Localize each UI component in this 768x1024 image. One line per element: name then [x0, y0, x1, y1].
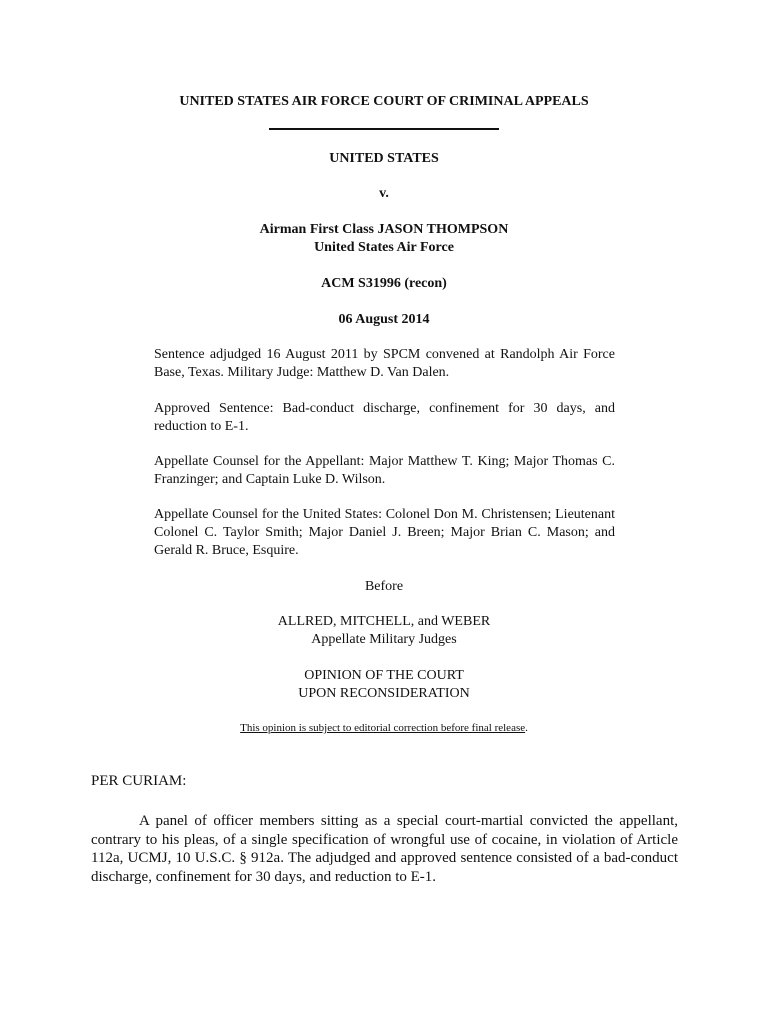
before-label: Before	[364, 579, 404, 594]
approved-sentence: Approved Sentence: Bad-conduct discharge, confinement for 30 days, and reduction to E-1.	[154, 401, 615, 434]
docket-number: ACM S31996 (recon)	[321, 276, 447, 291]
judges-title: Appellate Military Judges	[311, 632, 457, 647]
appellant-service: United States Air Force	[314, 240, 454, 255]
opinion-paragraph: A panel of officer members sitting as a special court-martial convicted the appellant, contrary to his pleas, of a single specification of wrongful use of cocaine, in violation of Article 112a, UCMJ, 10 U.S.C. § 912a. The adjudged and approved sentence consisted of a bad-conduct discharge, confinement for 30 days, and reduction to E-1.	[91, 813, 678, 885]
editorial-notice	[0, 721, 768, 735]
editorial-notice-text: This opinion is subject to editorial correction before final release	[240, 722, 526, 734]
appellant-counsel: Appellate Counsel for the Appellant: Major Matthew T. King; Major Thomas C. Franzinger; and Captain Luke D. Wilson.	[154, 454, 615, 487]
opinion-title-line2: UPON RECONSIDERATION	[298, 686, 470, 701]
party-one: UNITED STATES	[329, 151, 439, 166]
appellant-name: Airman First Class JASON THOMPSON	[259, 222, 509, 237]
title-divider	[269, 128, 499, 130]
us-counsel: Appellate Counsel for the United States: Colonel Don M. Christensen; Lieutenant Colonel C. Taylor Smith; Major Daniel J. Breen; Major Brian C. Mason; and Gerald R. Bruce, Esquire.	[154, 507, 615, 558]
judges-names: ALLRED, MITCHELL, and WEBER	[277, 614, 491, 629]
per-curiam-heading: PER CURIAM:	[91, 773, 187, 789]
editorial-notice-period: .	[525, 722, 528, 734]
court-title: UNITED STATES AIR FORCE COURT OF CRIMINAL APPEALS	[179, 94, 589, 109]
decision-date: 06 August 2014	[338, 312, 430, 327]
opinion-title-line1: OPINION OF THE COURT	[304, 668, 464, 683]
sentence-adjudged: Sentence adjudged 16 August 2011 by SPCM convened at Randolph Air Force Base, Texas. Military Judge: Matthew D. Van Dalen.	[154, 347, 615, 380]
versus: v.	[379, 186, 389, 201]
